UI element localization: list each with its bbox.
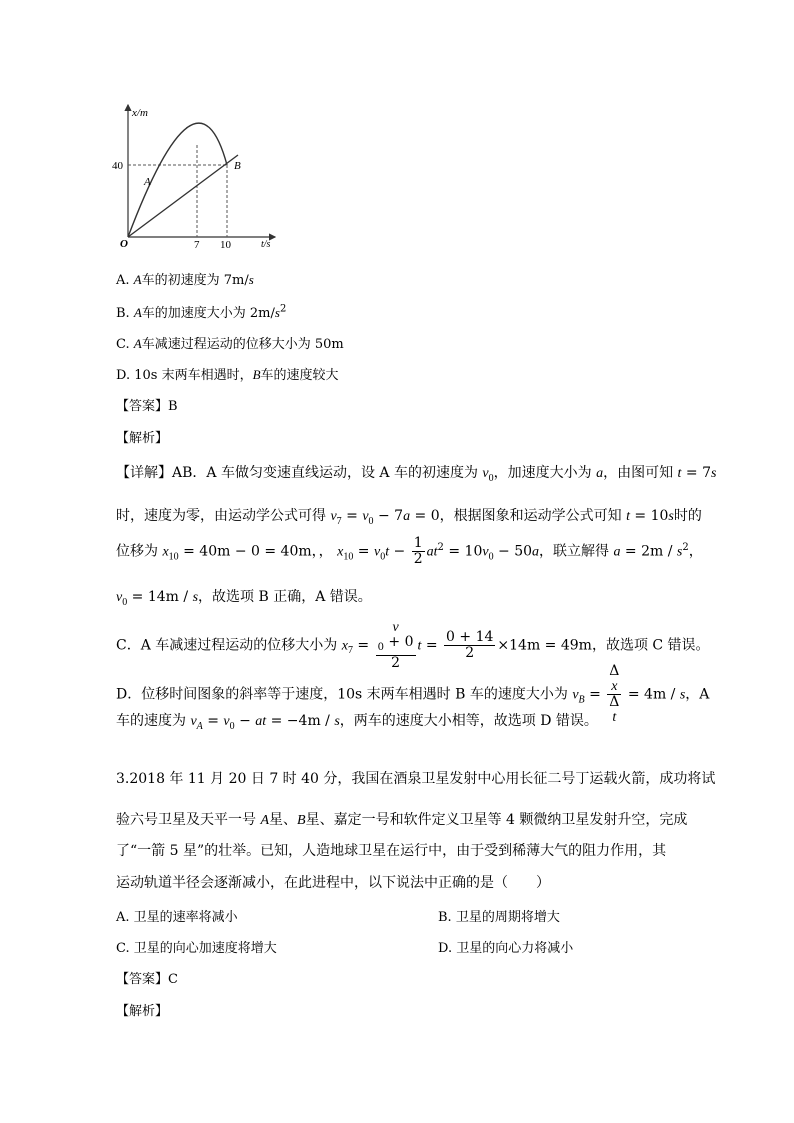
q2-option-c: C. A车减速过程运动的位移大小为 50m [116,336,344,352]
q2-detail-c: C．A 车减速过程运动的位移大小为 $x_7$ = v $_0$ + 0 2 t = $\frac{0 + 14}{2}$ ×14m = 49m，故选项 C 错误。 [116,620,710,671]
x-tick-10: 10 [220,239,231,250]
q2-option-b: B. A车的加速度大小为 $2m/s^2$ [116,303,287,321]
y-axis-label: x/m [132,107,148,119]
q2-answer: 【答案】B [116,399,178,414]
q3-stem-line2: 验六号卫星及天平一号 A星、B星、嘉定一号和软件定义卫星等 4 颗微纳卫星发射升空，完成 [116,812,688,828]
q3-option-b: B. 卫星的周期将增大 [438,910,560,925]
y-tick-40: 40 [112,160,123,172]
xt-graph [110,100,290,250]
q3-option-a: A. 卫星的速率将减小 [116,910,238,925]
curve-a [128,123,227,237]
q2-option-d: D. 10s 末两车相遇时，B车的速度较大 [116,367,339,383]
q2-detail-d-line1: D．位移时间图象的斜率等于速度，10s 末两车相遇时 B 车的速度大小为 $v_B$ = Δ x Δ t = 4m / s，A [116,663,710,725]
q2-detail-line1: 【详解】AB．A 车做匀变速直线运动，设 A 车的初速度为 $v_0$，加速度大小为 a，由图可知 t = 7s [116,465,717,484]
q3-option-d: D. 卫星的向心力将减小 [438,941,574,956]
q2-detail-d-line2: 车的速度为 $v_A = v_0$ − at = −4m / s，两车的速度大小相等，故选项 D 错误。 [116,713,598,732]
q3-stem-line3: 了“一箭 5 星”的壮举。已知，人造地球卫星在运行中，由于受到稀薄大气的阻力作用，其 [116,843,667,859]
q2-analysis-label: 【解析】 [116,431,169,446]
q2-detail-line3: 位移为 $x_{10} = 40m - 0 = 40m$，， $x_{10} = v_0t$ − $\frac{1}{2}$ $at^2 = 10v_0 - 50a$，联立解得 $a = 2m / s^2$， [116,535,703,567]
curve-label-a: A [144,176,151,188]
line-label-b: B [234,160,241,172]
x-tick-7: 7 [194,239,200,250]
origin-label: O [120,238,128,250]
q3-answer: 【答案】C [116,972,178,987]
q3-option-c: C. 卫星的向心加速度将增大 [116,941,277,956]
q2-detail-line4: $v_0 = 14m / s$，故选项 B 正确，A 错误。 [116,589,372,608]
q3-stem-line1: 3.2018 年 11 月 20 日 7 时 40 分，我国在酒泉卫星发射中心用长征二号丁运载火箭，成功将试 [116,771,716,787]
q3-stem-line4: 运动轨道半径会逐渐减小，在此进程中，以下说法中正确的是（ ） [116,875,550,891]
q2-detail-line2: 时，速度为零，由运动学公式可得 $v_7 = v_0 - 7a = 0$，根据图象和运动学公式可知 t = 10s时的 [116,508,702,527]
q3-analysis-label: 【解析】 [116,1004,169,1019]
q2-option-a: A. A车的初速度为 7m/s [116,272,254,288]
x-axis-label: t/s [261,239,271,250]
